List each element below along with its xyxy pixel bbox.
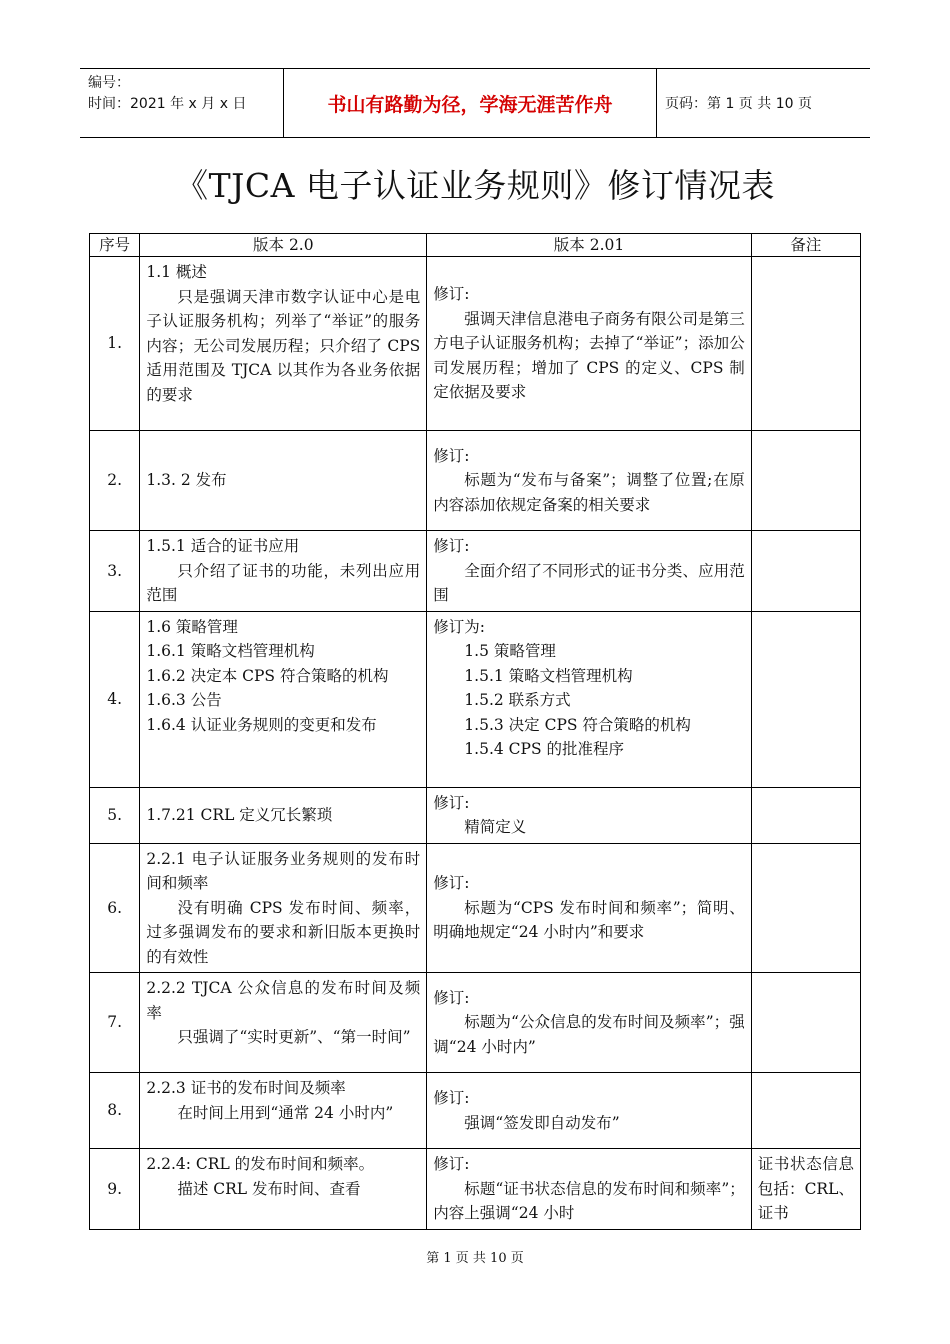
row-number: 2. [90,431,140,531]
note-cell: 证书状态信息包括：CRL、证书 [751,1149,860,1230]
table-header-row [90,234,861,257]
note-cell [751,787,860,843]
v201-cell [427,431,751,531]
v20-description: 只介绍了证书的功能，未列出应用范围 [146,561,421,604]
v201-cell [427,787,751,843]
v201-line: 1.5.4 CPS 的批准程序 [464,740,624,758]
v201-revision-label: 修订: [433,1089,470,1107]
v20-cell [140,611,427,787]
v20-cell [140,1149,427,1230]
row-number: 6. [90,843,140,973]
table-row [90,843,861,973]
time-label: 时间：2021 年 x 月 x 日 [88,96,247,112]
v20-section-title: 1.5.1 适合的证书应用 [146,537,300,555]
table-row [90,1073,861,1149]
v201-description: 精简定义 [464,818,527,836]
v20-line: 1.6 策略管理 [146,617,238,636]
note-cell [751,1073,860,1149]
v20-cell [140,257,427,431]
v201-cell [427,1073,751,1149]
v201-revision-label: 修订: [433,446,470,465]
v201-description: 强调天津信息港电子商务有限公司是第三方电子认证服务机构；去掉了“举证”；添加公司发展历程；增加了 CPS 的定义、CPS 制定依据及要求 [433,309,745,402]
table-row [90,973,861,1073]
v201-revision-label: 修订: [433,285,470,304]
v20-section-title: 2.2.2 TJCA 公众信息的发布时间及频率 [146,979,421,1022]
page-header [80,68,870,138]
header-slogan: 书山有路勤为径，学海无涯苦作舟 [283,69,657,137]
v20-description: 描述 CRL 发布时间、查看 [177,1179,361,1198]
v20-cell [140,531,427,612]
table-row [90,531,861,612]
v201-description: 强调“签发即自动发布” [464,1113,620,1132]
v20-section-title: 2.2.4: CRL 的发布时间和频率。 [146,1155,375,1173]
row-number: 1. [90,257,140,431]
note-cell [751,257,860,431]
serial-label: 编号： [88,75,130,91]
table-row [90,431,861,531]
v20-section-title: 2.2.3 证书的发布时间及频率 [146,1079,346,1097]
v201-description: 标题为“CPS 发布时间和频率”；简明、明确地规定“24 小时内”和要求 [433,898,745,941]
v20-cell [140,1073,427,1149]
v201-revision-label: 修订: [433,793,470,812]
note-cell [751,531,860,612]
v201-cell [427,531,751,612]
table-row [90,1149,861,1230]
v20-cell [140,973,427,1073]
note-cell [751,611,860,787]
v20-description: 只强调了“实时更新”、“第一时间” [177,1028,411,1046]
row-number: 7. [90,973,140,1073]
table-row [90,257,861,431]
v20-description: 只是强调天津市数字认证中心是电子认证服务机构；列举了“举证”的服务内容；无公司发展历程；只介绍了 CPS 适用范围及 TJCA 以其作为各业务依据的要求 [146,287,421,404]
row-number: 5. [90,787,140,843]
v201-description: 标题为“公众信息的发布时间及频率”；强调“24 小时内” [433,1013,745,1056]
v201-revision-label: 修订: [433,1155,470,1173]
header-notes: 备注 [751,234,860,257]
document-title: 《TJCA 电子认证业务规则》修订情况表 [175,166,775,205]
v201-cell [427,1149,751,1230]
header-meta [80,69,283,137]
v20-line: 1.6.1 策略文档管理机构 [146,642,315,660]
v201-cell [427,973,751,1073]
v201-cell [427,257,751,431]
v201-revision-label: 修订为: [433,617,486,636]
row-number: 9. [90,1149,140,1230]
v201-cell [427,843,751,973]
v201-line: 1.5 策略管理 [464,642,556,660]
note-cell [751,431,860,531]
v201-line: 1.5.2 联系方式 [464,691,571,709]
v201-description: 全面介绍了不同形式的证书分类、应用范围 [433,561,745,604]
table-row [90,787,861,843]
v20-section-title: 2.2.1 电子认证服务业务规则的发布时间和频率 [146,849,421,892]
v20-section-title: 1.1 概述 [146,263,207,281]
note-cell [751,973,860,1073]
revision-table [89,233,861,1230]
v20-cell [140,431,427,531]
table-row [90,611,861,787]
row-number: 3. [90,531,140,612]
v201-description: 标题为“发布与备案”；调整了位置;在原内容添加依规定备案的相关要求 [433,471,745,514]
row-number: 4. [90,611,140,787]
v201-revision-label: 修订: [433,988,470,1007]
v201-cell [427,611,751,787]
header-version-2-01: 版本 2.01 [427,234,751,257]
v20-section-title: 1.7.21 CRL 定义冗长繁琐 [146,805,333,824]
v20-line: 1.6.2 决定本 CPS 符合策略的机构 [146,666,389,685]
header-version-2-0: 版本 2.0 [140,234,427,257]
v20-line: 1.6.4 认证业务规则的变更和发布 [146,715,377,734]
v201-description: 标题“证书状态信息的发布时间和频率”；内容上强调“24 小时 [433,1179,745,1222]
v201-revision-label: 修订: [433,537,470,555]
v20-line: 1.6.3 公告 [146,691,222,709]
note-cell [751,843,860,973]
v201-line: 1.5.3 决定 CPS 符合策略的机构 [464,715,691,734]
header-page-info: 页码：第 1 页 共 10 页 [665,96,812,112]
v201-revision-label: 修订: [433,874,470,892]
header-serial: 序号 [90,234,140,257]
v20-section-title: 1.3. 2 发布 [146,471,227,490]
v20-cell [140,787,427,843]
page-footer: 第 1 页 共 10 页 [426,1251,524,1266]
v201-line: 1.5.1 策略文档管理机构 [464,666,633,685]
row-number: 8. [90,1073,140,1149]
v20-description: 没有明确 CPS 发布时间、频率，过多强调发布的要求和新旧版本更换时的有效性 [146,898,421,966]
v20-cell [140,843,427,973]
v20-description: 在时间上用到“通常 24 小时内” [177,1103,394,1122]
